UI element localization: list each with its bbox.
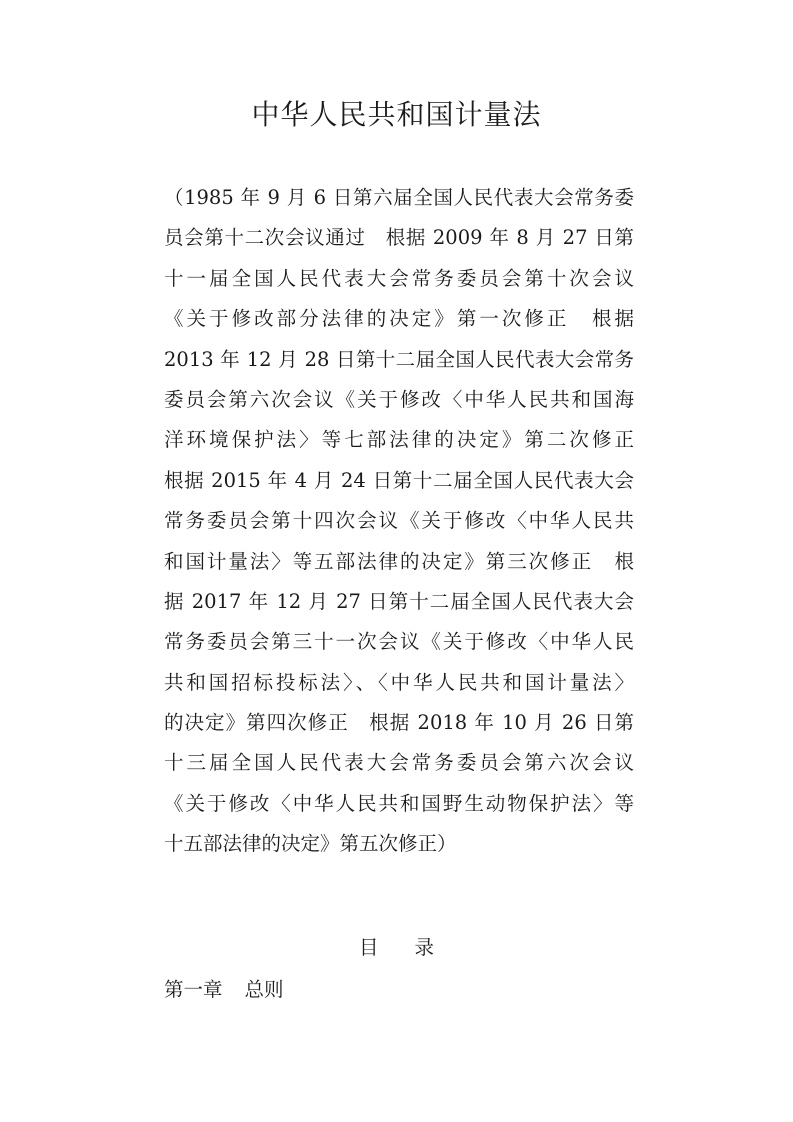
preamble-line: 洋环境保护法〉等七部法律的决定》第二次修正	[164, 428, 634, 452]
preamble-line: 的决定》第四次修正 根据 2018 年 10 月 26 日第	[164, 711, 634, 735]
preamble-line: 委员会第六次会议《关于修改〈中华人民共和国海	[164, 387, 634, 411]
preamble-line: 十五部法律的决定》第五次修正）	[164, 832, 457, 856]
preamble-line: 十三届全国人民代表大会常务委员会第六次会议	[164, 751, 634, 775]
table-of-contents-heading: 目录	[358, 936, 470, 959]
preamble-line: 《关于修改部分法律的决定》第一次修正 根据	[164, 307, 634, 331]
preamble-line: （1985 年 9 月 6 日第六届全国人民代表大会常务委	[164, 186, 634, 209]
toc-chapter-title: 总则	[244, 978, 284, 1001]
preamble-line: 共和国招标投标法〉、〈中华人民共和国计量法〉	[164, 670, 634, 694]
preamble-line: 《关于修改〈中华人民共和国野生动物保护法〉等	[164, 791, 634, 815]
preamble-line: 员会第十二次会议通过 根据 2009 年 8 月 27 日第	[164, 226, 634, 250]
preamble-line: 十一届全国人民代表大会常务委员会第十次会议	[164, 266, 634, 290]
toc-chapter-number: 第一章	[164, 978, 223, 1001]
preamble-line: 2013 年 12 月 28 日第十二届全国人民代表大会常务	[164, 347, 634, 371]
preamble-line: 常务委员会第十四次会议《关于修改〈中华人民共	[164, 509, 634, 533]
toc-item-chapter-1[interactable]	[164, 972, 284, 1008]
preamble-line: 据 2017 年 12 月 27 日第十二届全国人民代表大会	[164, 589, 634, 613]
page-title: 中华人民共和国计量法	[251, 98, 542, 131]
preamble-line: 常务委员会第三十一次会议《关于修改〈中华人民	[164, 630, 634, 654]
preamble-line: 根据 2015 年 4 月 24 日第十二届全国人民代表大会	[164, 468, 634, 492]
legislative-history-preamble	[164, 178, 634, 865]
preamble-line: 和国计量法〉等五部法律的决定》第三次修正 根	[164, 549, 634, 573]
